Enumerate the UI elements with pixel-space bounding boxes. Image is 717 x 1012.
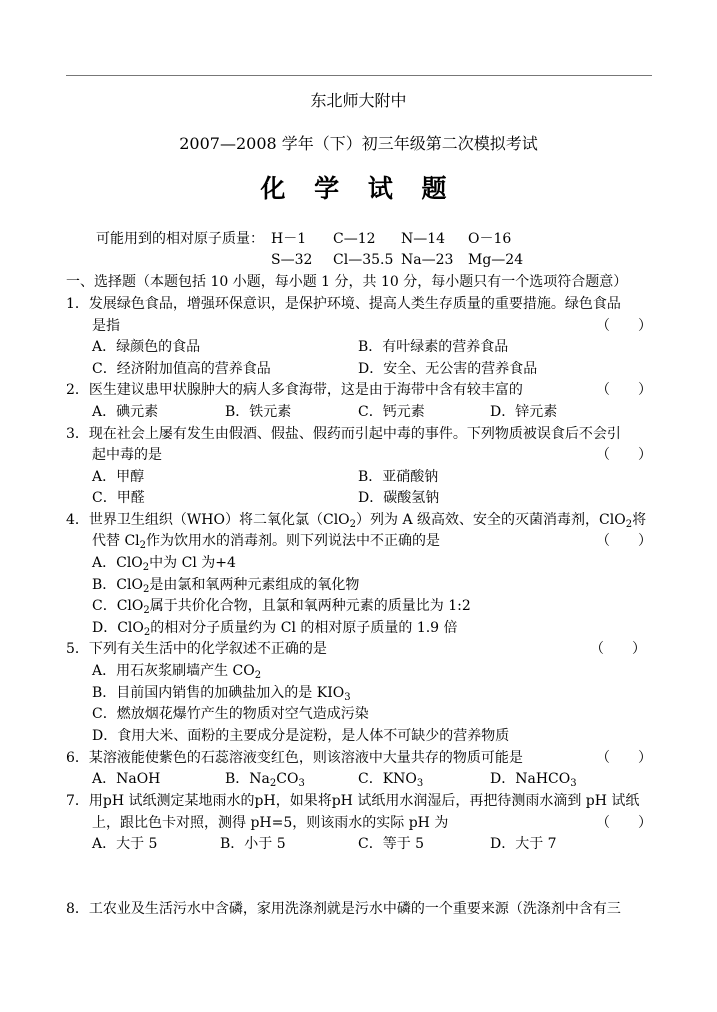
q4-stem-line2: 代替 $Cl_2$作为饮用水的消毒剂。则下列说法中不正确的是 [92, 533, 441, 551]
q2-option-a: A．碘元素 [92, 404, 159, 420]
q2-stem: 2．医生建议患甲状腺肿大的病人多食海带，这是由于海带中含有较丰富的 [66, 382, 523, 398]
q4-option-d: D．ClO$_2$的相对分子质量约为 Cl 的相对原子质量的 1.9 倍 [92, 620, 458, 638]
q6-option-b: B．$Na_2CO_3$ [225, 771, 305, 789]
q6-answer-paren: （ ） [596, 750, 652, 766]
q2-option-b: B．铁元素 [225, 404, 292, 420]
q5-option-a: A．用石灰浆刷墙产生 $CO_2$ [92, 663, 262, 681]
q2-answer-paren: （ ） [596, 382, 652, 398]
mass-mg: Mg—24 [468, 252, 524, 268]
q1-stem-line2: 是指 [92, 318, 120, 334]
q6-stem: 6．某溶液能使紫色的石蕊溶液变红色，则该溶液中大量共存的物质可能是 [66, 750, 523, 766]
q3-option-b: B．亚硝酸钠 [358, 469, 439, 485]
mass-o: O－16 [468, 231, 512, 247]
section-heading: 一、选择题（本题包括 10 小题，每小题 1 分，共 10 分，每小题只有一个选项符合题意） [66, 274, 628, 290]
q1-option-c: C．经济附加值高的营养食品 [92, 361, 271, 377]
q7-stem-line1: 7．用pH 试纸测定某地雨水的pH，如果将pH 试纸用水润湿后，再把待测雨水滴到 pH 试纸 [66, 793, 640, 809]
q6-option-d: D．NaHCO$_3$ [490, 771, 577, 789]
q5-option-b: B．目前国内销售的加碘盐加入的是 $KIO_3$ [92, 685, 351, 703]
mass-c: C—12 [333, 231, 376, 247]
mass-n: N—14 [401, 231, 446, 247]
q5-stem: 5．下列有关生活中的化学叙述不正确的是 [66, 641, 327, 657]
q5-option-c: C．燃放烟花爆竹产生的物质对空气造成污染 [92, 706, 369, 722]
masses-label: 可能用到的相对原子质量： [96, 231, 264, 247]
q8-stem: 8．工农业及生活污水中含磷，家用洗涤剂就是污水中磷的一个重要来源（洗涤剂中含有三 [66, 901, 621, 917]
mass-h: H－1 [271, 231, 307, 247]
q2-option-d: D．锌元素 [490, 404, 558, 420]
q3-option-d: D．碳酸氢钠 [358, 490, 440, 506]
top-rule [66, 75, 652, 76]
q4-stem-line1: 4．世界卫生组织（WHO）将二氧化氯（ClO$_2$）列为 A 级高效、安全的灭菌消毒剂，ClO$_2$将 [66, 512, 647, 530]
q5-option-d: D．食用大米、面粉的主要成分是淀粉，是人体不可缺少的营养物质 [92, 728, 510, 744]
q7-option-a: A．大于 5 [92, 836, 158, 852]
q1-option-a: A．绿颜色的食品 [92, 339, 201, 355]
q7-option-c: C．等于 5 [358, 836, 425, 852]
q5-answer-paren: （ ） [590, 641, 646, 657]
q3-stem-line2: 起中毒的是 [92, 447, 162, 463]
q3-option-a: A．甲醇 [92, 469, 145, 485]
q4-option-a: A．ClO$_2$中为 Cl 为+4 [92, 555, 236, 573]
q7-stem-line2: 上，跟比色卡对照，测得 pH=5，则该雨水的实际 pH 为 [92, 815, 449, 831]
q6-option-a: A．NaOH [92, 771, 161, 787]
mass-s: S—32 [271, 252, 313, 268]
subject-title: 化 学 试 题 [260, 174, 457, 203]
q6-option-c: C．$KNO_3$ [358, 771, 424, 789]
mass-cl: Cl—35.5 [333, 252, 394, 268]
exam-title: 2007—2008 学年（下）初三年级第二次模拟考试 [179, 134, 538, 153]
q7-option-b: B．小于 5 [220, 836, 286, 852]
q4-option-b: B．ClO$_2$是由氯和氧两种元素组成的氧化物 [92, 577, 360, 595]
q4-option-c: C．ClO$_2$属于共价化合物，且氯和氧两种元素的质量比为 1:2 [92, 598, 471, 616]
q7-answer-paren: （ ） [596, 815, 652, 831]
q7-option-d: D．大于 7 [490, 836, 557, 852]
q1-answer-paren: （ ） [596, 318, 652, 334]
q4-answer-paren: （ ） [596, 533, 652, 549]
q1-option-d: D．安全、无公害的营养食品 [358, 361, 538, 377]
q2-option-c: C．钙元素 [358, 404, 425, 420]
q3-option-c: C．甲醛 [92, 490, 145, 506]
q1-option-b: B．有叶绿素的营养食品 [358, 339, 509, 355]
school-name: 东北师大附中 [310, 91, 407, 110]
q3-stem-line1: 3．现在社会上屡有发生由假酒、假盐、假药而引起中毒的事件。下列物质被误食后不会引 [66, 426, 621, 442]
q3-answer-paren: （ ） [596, 447, 652, 463]
mass-na: Na—23 [401, 252, 454, 268]
q1-stem-line1: 1．发展绿色食品，增强环保意识，是保护环境、提高人类生存质量的重要措施。绿色食品 [66, 296, 621, 312]
